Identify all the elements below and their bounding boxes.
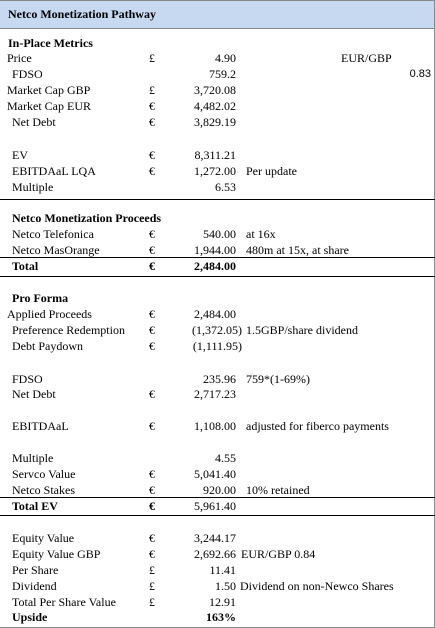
row-label: Net Debt bbox=[12, 387, 56, 401]
row-value: 2,484.00 bbox=[194, 259, 236, 273]
row-ev bbox=[0, 147, 435, 163]
row-label: Equity Value bbox=[12, 531, 75, 545]
row-applied-proceeds bbox=[0, 306, 435, 322]
section-divider bbox=[0, 515, 435, 516]
row-value: 2,692.66 bbox=[194, 547, 236, 561]
currency-symbol: € bbox=[149, 499, 155, 513]
row-value: 8,311.21 bbox=[194, 148, 236, 162]
row-label: Net Debt bbox=[12, 115, 56, 129]
currency-symbol: € bbox=[149, 419, 155, 433]
row-value: 540.00 bbox=[203, 227, 236, 241]
currency-symbol: € bbox=[149, 259, 155, 273]
currency-symbol: € bbox=[149, 115, 155, 129]
row-value: 4.55 bbox=[215, 451, 236, 465]
title-bar bbox=[0, 0, 434, 29]
row-note: 759*(1-69%) bbox=[246, 372, 310, 386]
currency-symbol: € bbox=[149, 227, 155, 241]
row-value: 4.90 bbox=[215, 51, 236, 65]
row-label: EBITDAaL LQA bbox=[12, 164, 96, 178]
row-value: 2,484.00 bbox=[194, 307, 236, 321]
row-multiple bbox=[0, 179, 435, 195]
currency-symbol: £ bbox=[149, 51, 155, 65]
row-label: Market Cap GBP bbox=[7, 83, 91, 97]
row-note: EUR/GBP 0.84 bbox=[241, 547, 316, 561]
currency-symbol: € bbox=[149, 99, 155, 113]
row-dividend bbox=[0, 578, 435, 594]
row-ebitdaal-lqa bbox=[0, 163, 435, 179]
row-value: 759.2 bbox=[209, 67, 236, 81]
row-note: at 16x bbox=[246, 227, 276, 241]
section-divider bbox=[0, 276, 435, 277]
row-fdso bbox=[0, 66, 435, 82]
row-pf-fdso bbox=[0, 371, 435, 387]
row-label: Total bbox=[12, 259, 39, 273]
currency-symbol: £ bbox=[149, 563, 155, 577]
row-value: 1,108.00 bbox=[194, 419, 236, 433]
row-label: Total Per Share Value bbox=[12, 595, 116, 609]
row-value: 2,717.23 bbox=[194, 387, 236, 401]
row-value: 235.96 bbox=[203, 372, 236, 386]
row-note: adjusted for fiberco payments bbox=[246, 419, 389, 433]
row-label: Equity Value GBP bbox=[12, 547, 101, 561]
row-net-debt bbox=[0, 114, 435, 130]
row-pf-multiple bbox=[0, 450, 435, 466]
currency-symbol: € bbox=[149, 307, 155, 321]
row-market-cap-gbp bbox=[0, 82, 435, 98]
row-netco-stakes bbox=[0, 482, 435, 498]
row-label: EBITDAaL bbox=[12, 419, 69, 433]
row-label: Multiple bbox=[12, 451, 54, 465]
row-value: 3,720.08 bbox=[194, 83, 236, 97]
row-label: Market Cap EUR bbox=[7, 99, 91, 113]
page-title: Netco Monetization Pathway bbox=[8, 7, 156, 21]
row-netco-telefonica bbox=[0, 226, 435, 242]
row-label: Multiple bbox=[12, 180, 54, 194]
row-label: Total EV bbox=[12, 499, 58, 513]
row-label: Per Share bbox=[12, 563, 59, 577]
currency-symbol: € bbox=[149, 339, 155, 353]
row-value: 3,829.19 bbox=[194, 115, 236, 129]
row-debt-paydown bbox=[0, 338, 435, 354]
row-label: Netco Telefonica bbox=[12, 227, 94, 241]
row-preference-redemption bbox=[0, 322, 435, 338]
row-label: Netco Stakes bbox=[12, 483, 75, 497]
row-note: Dividend on non-Newco Shares bbox=[240, 579, 394, 593]
section-header-in-place: In-Place Metrics bbox=[8, 36, 93, 50]
currency-symbol: € bbox=[149, 387, 155, 401]
row-equity-value bbox=[0, 530, 435, 546]
row-pf-net-debt bbox=[0, 386, 435, 402]
section-header-pro-forma: Pro Forma bbox=[12, 291, 69, 305]
section-header-proceeds: Netco Monetization Proceeds bbox=[12, 211, 162, 225]
row-label: Netco MasOrange bbox=[12, 243, 100, 257]
currency-symbol: € bbox=[149, 148, 155, 162]
currency-symbol: £ bbox=[149, 595, 155, 609]
row-note: 480m at 15x, at share bbox=[246, 243, 349, 257]
currency-symbol: € bbox=[149, 323, 155, 337]
row-note: 1.5GBP/share dividend bbox=[246, 323, 358, 337]
row-equity-value-gbp bbox=[0, 546, 435, 562]
fx-value: 0.83 bbox=[409, 68, 431, 80]
row-value: 1.50 bbox=[215, 579, 236, 593]
row-upside bbox=[0, 609, 435, 625]
currency-symbol: € bbox=[149, 467, 155, 481]
currency-symbol: € bbox=[149, 243, 155, 257]
row-label: Servco Value bbox=[12, 467, 76, 481]
row-servco-value bbox=[0, 466, 435, 482]
currency-symbol: £ bbox=[149, 83, 155, 97]
row-price bbox=[0, 50, 435, 66]
row-value: 5,961.40 bbox=[194, 499, 236, 513]
row-label: Dividend bbox=[12, 579, 57, 593]
fx-label: EUR/GBP bbox=[341, 51, 392, 65]
row-value: 1,272.00 bbox=[194, 164, 236, 178]
row-total-ev bbox=[0, 498, 435, 514]
currency-symbol: € bbox=[149, 483, 155, 497]
currency-symbol: € bbox=[149, 531, 155, 545]
row-value: 6.53 bbox=[215, 180, 236, 194]
row-label: Price bbox=[7, 51, 32, 65]
row-value: (1,111.95) bbox=[192, 339, 242, 353]
row-value: (1,372.05) bbox=[192, 323, 242, 337]
row-label: EV bbox=[12, 148, 28, 162]
row-label: Preference Redemption bbox=[12, 323, 125, 337]
row-label: Applied Proceeds bbox=[7, 307, 92, 321]
currency-symbol: € bbox=[149, 547, 155, 561]
row-value: 12.91 bbox=[209, 595, 236, 609]
row-label: FDSO bbox=[12, 67, 43, 81]
row-market-cap-eur bbox=[0, 98, 435, 114]
row-value: 1,944.00 bbox=[194, 243, 236, 257]
row-value: 163% bbox=[206, 610, 236, 624]
row-note: 10% retained bbox=[246, 483, 310, 497]
row-value: 11.41 bbox=[209, 563, 236, 577]
currency-symbol: £ bbox=[149, 579, 155, 593]
row-label: Debt Paydown bbox=[12, 339, 83, 353]
row-label: FDSO bbox=[12, 372, 43, 386]
row-label: Upside bbox=[12, 610, 48, 624]
row-pf-ebitdaal bbox=[0, 418, 435, 434]
row-value: 5,041.40 bbox=[194, 467, 236, 481]
currency-symbol: € bbox=[149, 164, 155, 178]
row-proceeds-total bbox=[0, 258, 435, 274]
row-netco-masorange bbox=[0, 242, 435, 258]
row-value: 4,482.02 bbox=[194, 99, 236, 113]
row-total-per-share-value bbox=[0, 594, 435, 610]
row-value: 920.00 bbox=[203, 483, 236, 497]
section-divider bbox=[0, 199, 435, 200]
row-value: 3,244.17 bbox=[194, 531, 236, 545]
row-per-share bbox=[0, 562, 435, 578]
row-note: Per update bbox=[246, 164, 297, 178]
